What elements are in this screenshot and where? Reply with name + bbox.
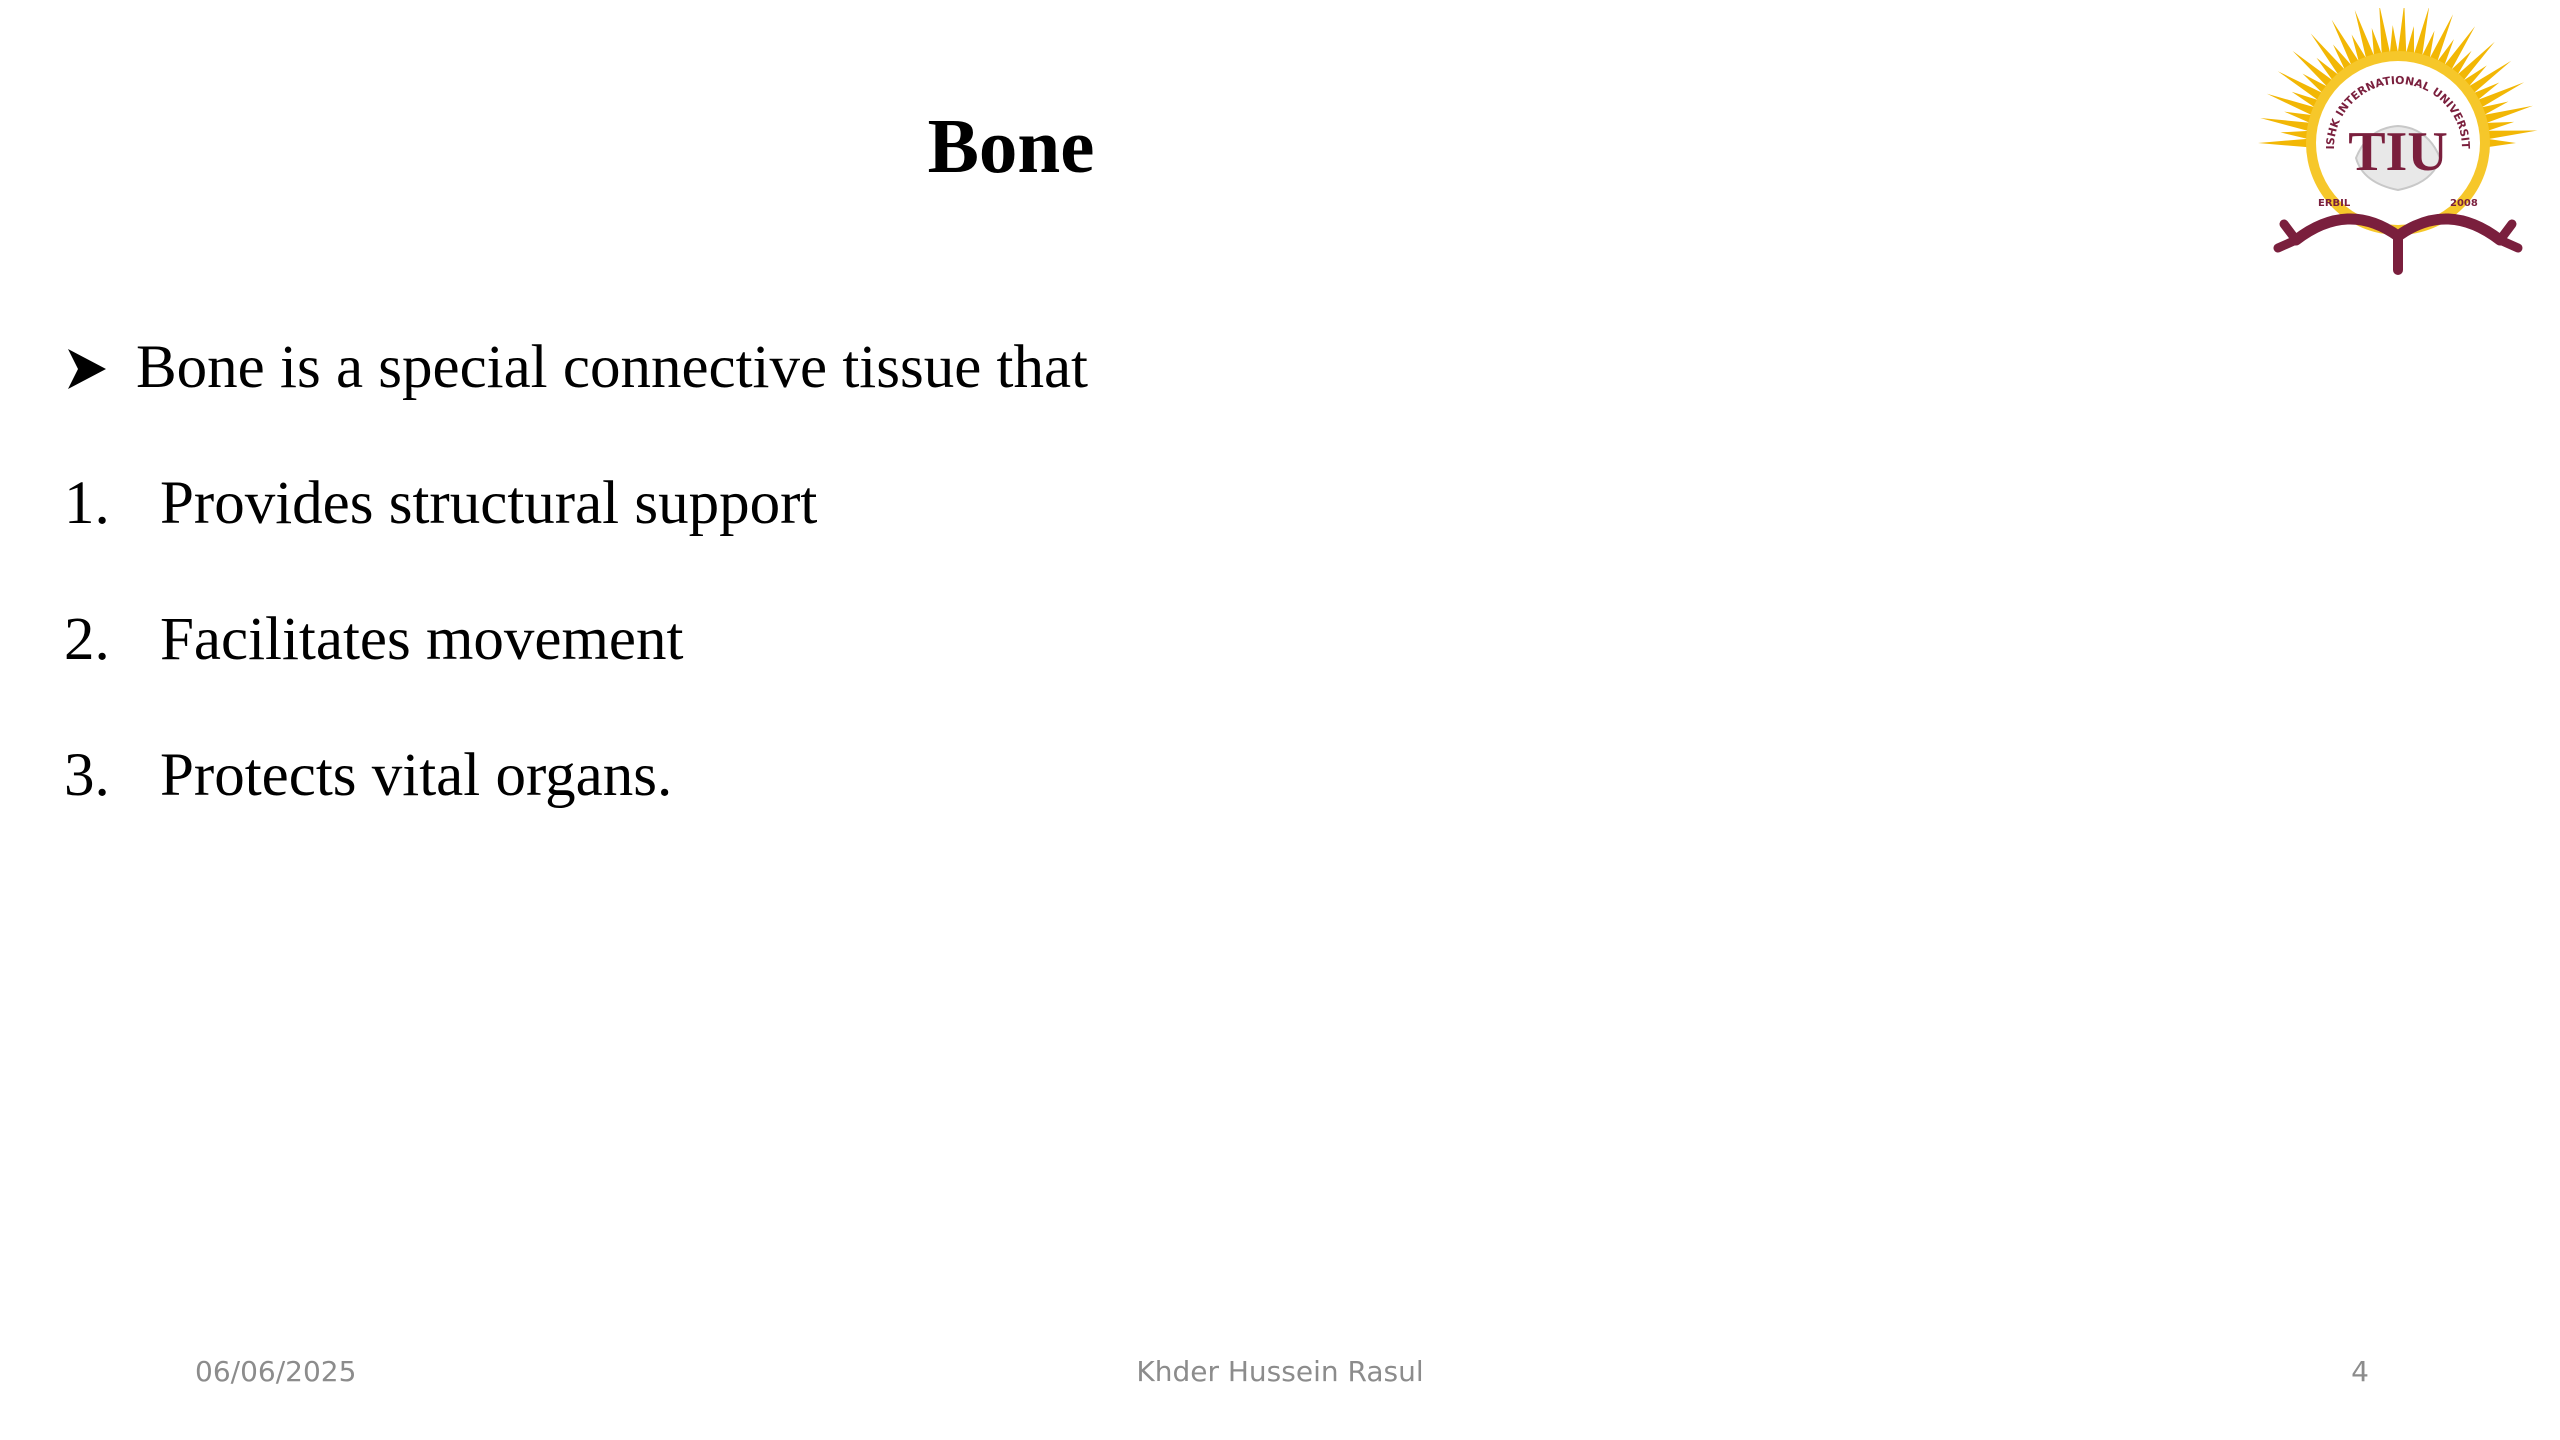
list-item (64, 728, 2264, 864)
logo-year: 2008 (2450, 198, 2478, 209)
slide-body (64, 320, 2264, 864)
list-item-text: Provides structural support (160, 470, 818, 537)
intro-text: Bone is a special connective tissue that (136, 334, 1088, 401)
list-item-text: Facilitates movement (160, 606, 684, 673)
logo-monogram: TIU (2348, 121, 2448, 183)
list-item-number: 3. (64, 742, 110, 809)
list-item-number: 1. (64, 470, 110, 537)
logo-arc-text: ISHK INTERNATIONAL UNIVERSIT (2323, 73, 2473, 150)
university-logo-icon (2238, 8, 2558, 278)
arrow-bullet-icon (64, 320, 110, 416)
list-item (64, 592, 2264, 728)
logo-city: ERBIL (2318, 198, 2351, 209)
intro-bullet (64, 320, 2264, 456)
footer-date: 06/06/2025 (195, 1355, 357, 1388)
footer-author: Khder Hussein Rasul (1136, 1355, 1424, 1388)
slide-title: Bone (927, 103, 1095, 189)
list-item (64, 456, 2264, 592)
list-item-text: Protects vital organs. (160, 742, 673, 809)
footer-page-number: 4 (2351, 1355, 2369, 1388)
list-item-number: 2. (64, 606, 110, 673)
